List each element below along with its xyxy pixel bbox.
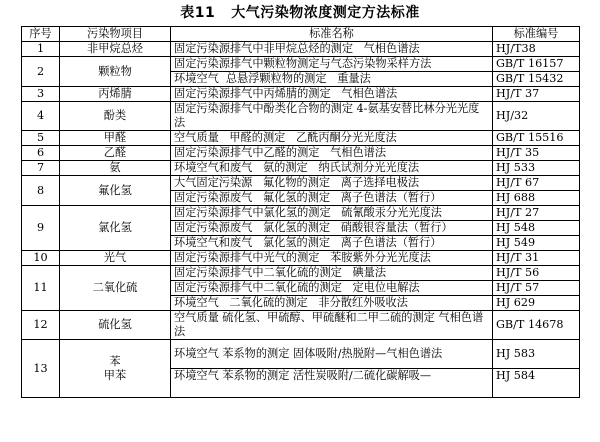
pollutant-cell: 甲醛 (60, 131, 171, 146)
table-row (22, 251, 580, 266)
standard-name-cell: 固定污染源排气中酚类化合物的测定 4-氨基安替比林分光光度法 (171, 102, 493, 131)
standard-name-cell: 固定污染源排气中颗粒物测定与气态污染物采样方法 (171, 57, 493, 72)
standard-code-cell: HJ/T 56 (493, 266, 580, 281)
standard-code-cell: HJ/T38 (493, 42, 580, 57)
standard-code-cell: HJ/T 27 (493, 206, 580, 221)
table-row (22, 161, 580, 176)
header-standard-name: 标准名称 (171, 27, 493, 42)
pollutant-cell: 非甲烷总烃 (60, 42, 171, 57)
seq-cell: 10 (22, 251, 60, 266)
table-row (22, 87, 580, 102)
standard-name-cell: 空气质量 硫化氢、甲硫醇、甲硫醚和二甲二硫的测定 气相色谱法 (171, 311, 493, 340)
standard-name-cell: 大气固定污染源 氟化物的测定 离子选择电极法 (171, 176, 493, 191)
standard-name-cell: 环境空气和废气 氯化氢的测定 离子色谱法（暂行） (171, 236, 493, 251)
standard-name-cell: 固定污染源排气中二氧化硫的测定 碘量法 (171, 266, 493, 281)
header-row (22, 27, 580, 42)
standard-name-cell: 环境空气 总悬浮颗粒物的测定 重量法 (171, 72, 493, 87)
standard-code-cell: HJ 549 (493, 236, 580, 251)
standard-name-cell: 环境空气 二氧化硫的测定 非分散红外吸收法 (171, 296, 493, 311)
standard-code-cell: GB/T 16157 (493, 57, 580, 72)
pollutant-cell: 硫化氢 (60, 311, 171, 340)
standard-code-cell: HJ/32 (493, 102, 580, 131)
standard-name-cell: 固定污染源排气中光气的测定 苯胺紫外分光光度法 (171, 251, 493, 266)
standard-name-cell: 固定污染源排气中二氧化硫的测定 定电位电解法 (171, 281, 493, 296)
seq-cell: 3 (22, 87, 60, 102)
standard-code-cell: HJ 533 (493, 161, 580, 176)
table-number: 表11 (180, 5, 216, 21)
table-title (0, 4, 600, 22)
pollutant-cell: 丙烯腈 (60, 87, 171, 102)
seq-cell: 5 (22, 131, 60, 146)
pollutant-cell: 二氧化硫 (60, 266, 171, 311)
pollutant-cell: 颗粒物 (60, 57, 171, 87)
seq-cell: 1 (22, 42, 60, 57)
table-row (22, 57, 580, 72)
pollutant-cell: 光气 (60, 251, 171, 266)
standard-code-cell: GB/T 15516 (493, 131, 580, 146)
standard-name-cell: 固定污染源废气 氟化氢的测定 离子色谱法（暂行） (171, 191, 493, 206)
table-row (22, 206, 580, 221)
header-seq: 序号 (22, 27, 60, 42)
pollutant-cell: 乙醛 (60, 146, 171, 161)
standard-code-cell: HJ/T 35 (493, 146, 580, 161)
standard-name-cell: 固定污染源排气中非甲烷总烃的测定 气相色谱法 (171, 42, 493, 57)
table-row (22, 42, 580, 57)
standard-code-cell: HJ/T 31 (493, 251, 580, 266)
standard-code-cell: HJ/T 67 (493, 176, 580, 191)
standard-name-cell: 空气质量 甲醛的测定 乙酰丙酮分光光度法 (171, 131, 493, 146)
table-row (22, 131, 580, 146)
seq-cell: 7 (22, 161, 60, 176)
header-standard-code: 标准编号 (493, 27, 580, 42)
seq-cell: 8 (22, 176, 60, 206)
table-row (22, 340, 580, 369)
standard-name-cell: 固定污染源废气 氯化氢的测定 硝酸银容量法（暂行） (171, 221, 493, 236)
seq-cell: 11 (22, 266, 60, 311)
pollutant-cell: 苯 甲苯 (60, 340, 171, 398)
table-row (22, 266, 580, 281)
table-row (22, 311, 580, 340)
standard-code-cell: HJ 688 (493, 191, 580, 206)
table-caption: 大气污染物浓度测定方法标准 (231, 5, 420, 21)
seq-cell: 9 (22, 206, 60, 251)
standard-code-cell: HJ/T 57 (493, 281, 580, 296)
pollutant-cell: 酚类 (60, 102, 171, 131)
standard-name-cell: 固定污染源排气中氯化氢的测定 硫氰酸汞分光光度法 (171, 206, 493, 221)
standard-code-cell: HJ 548 (493, 221, 580, 236)
standard-code-cell: HJ/T 37 (493, 87, 580, 102)
pollutant-cell: 氯化氢 (60, 206, 171, 251)
standard-code-cell: HJ 584 (493, 369, 580, 398)
standard-name-cell: 环境空气 苯系物的测定 固体吸附/热脱附—气相色谱法 (171, 340, 493, 369)
standard-code-cell: GB/T 15432 (493, 72, 580, 87)
standard-name-cell: 固定污染源排气中丙烯腈的测定 气相色谱法 (171, 87, 493, 102)
seq-cell: 12 (22, 311, 60, 340)
standards-table (21, 26, 580, 398)
table-row (22, 102, 580, 131)
header-pollutant: 污染物项目 (60, 27, 171, 42)
seq-cell: 2 (22, 57, 60, 87)
table-row (22, 176, 580, 191)
standard-name-cell: 固定污染源排气中乙醛的测定 气相色谱法 (171, 146, 493, 161)
standard-code-cell: HJ 583 (493, 340, 580, 369)
pollutant-cell: 氨 (60, 161, 171, 176)
seq-cell: 13 (22, 340, 60, 398)
pollutant-cell: 氟化氢 (60, 176, 171, 206)
standard-name-cell: 环境空气 苯系物的测定 活性炭吸附/二硫化碳解吸— (171, 369, 493, 398)
seq-cell: 6 (22, 146, 60, 161)
seq-cell: 4 (22, 102, 60, 131)
standard-name-cell: 环境空气和废气 氨的测定 纳氏试剂分光光度法 (171, 161, 493, 176)
table-row (22, 146, 580, 161)
standard-code-cell: GB/T 14678 (493, 311, 580, 340)
standard-code-cell: HJ 629 (493, 296, 580, 311)
